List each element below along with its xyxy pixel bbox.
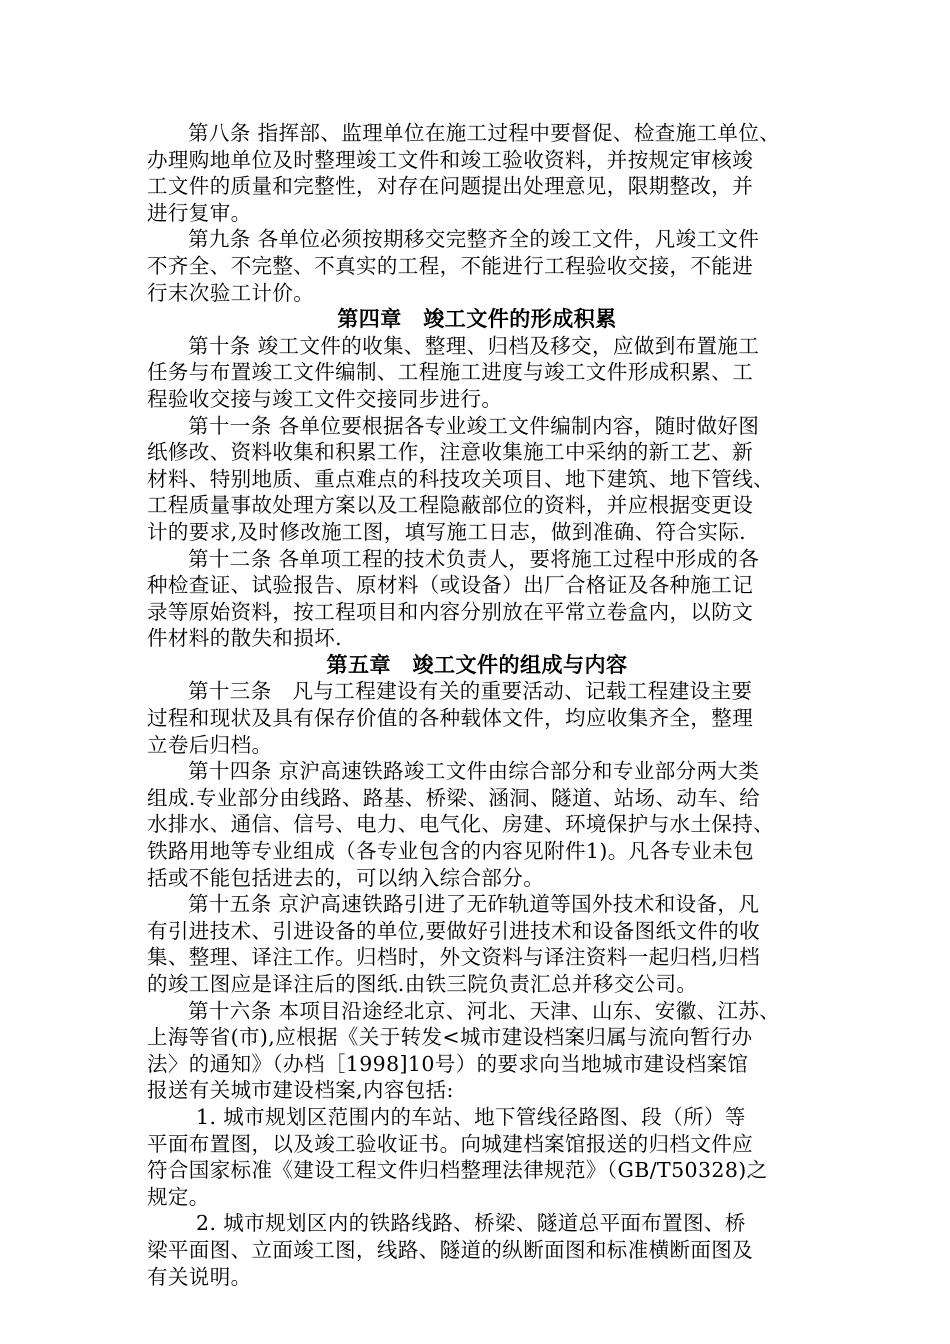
chapter-heading: 第四章 竣工文件的形成积累 (337, 307, 617, 332)
text-line: 录等原始资料，按工程项目和内容分别放在平常立卷盒内，以防文 (147, 599, 754, 624)
text-line: 任务与布置竣工文件编制、工程施工进度与竣工文件形成积累、工 (147, 360, 754, 385)
text-line: 法〉的通知》（办档［1998]10号）的要求向当地城市建设档案馆 (147, 1051, 749, 1076)
text-line: 进行复审。 (147, 200, 252, 225)
text-line: 符合国家标准《建设工程文件归档整理法律规范》（GB/T50328)之 (147, 1158, 768, 1183)
text-line: 第十四条 京沪高速铁路竣工文件由综合部分和专业部分两大类 (188, 759, 760, 784)
text-line: 2. 城市规划区内的铁路线路、桥梁、隧道总平面布置图、桥 (196, 1211, 746, 1236)
text-line: 有关说明。 (147, 1264, 252, 1289)
text-line: 的竣工图应是译注后的图纸.由铁三院负责汇总并移交公司。 (147, 972, 698, 996)
text-line: 不齐全、不完整、不真实的工程，不能进行工程验收交接，不能进 (147, 253, 754, 278)
text-line: 工文件的质量和完整性，对存在问题提出处理意见，限期整改，并 (147, 174, 754, 199)
text-line: 第十六条 本项目沿途经北京、河北、天津、山东、安徽、江苏、 (188, 998, 781, 1023)
text-line: 第九条 各单位必须按期移交完整齐全的竣工文件，凡竣工文件 (188, 227, 760, 252)
text-line: 第十条 竣工文件的收集、整理、归档及移交，应做到布置施工 (188, 333, 760, 358)
text-line: 平面布置图，以及竣工验收证书。向城建档案馆报送的归档文件应 (147, 1131, 754, 1156)
text-line: 第十二条 各单项工程的技术负责人，要将施工过程中形成的各 (188, 546, 760, 571)
text-line: 第十一条 各单位要根据各专业竣工文件编制内容，随时做好图 (188, 413, 760, 438)
text-line: 材料、特别地质、重点难点的科技攻关项目、地下建筑、地下管线、 (147, 466, 774, 491)
text-line: 程验收交接与竣工文件交接同步进行。 (147, 386, 503, 411)
text-line: 办理购地单位及时整理竣工文件和竣工验收资料，并按规定审核竣 (147, 147, 754, 172)
text-line: 上海等省(市),应根据《关于转发<城市建设档案归属与流向暂行办 (147, 1025, 753, 1050)
text-line: 规定。 (147, 1184, 210, 1209)
text-line: 件材料的散失和损坏. (147, 626, 343, 651)
chapter-heading: 第五章 竣工文件的组成与内容 (326, 652, 628, 677)
text-line: 第八条 指挥部、监理单位在施工过程中要督促、检查施工单位、 (188, 121, 781, 145)
text-line: 行末次验工计价。 (147, 280, 315, 305)
text-line: 梁平面图、立面竣工图，线路、隧道的纵断面图和标准横断面图及 (147, 1237, 754, 1262)
text-line: 立卷后归档。 (147, 732, 273, 757)
text-line: 有引进技术、引进设备的单位,要做好引进技术和设备图纸文件的收 (147, 918, 761, 943)
text-line: 报送有关城市建设档案,内容包括: (147, 1078, 454, 1103)
text-line: 纸修改、资料收集和积累工作，注意收集施工中采纳的新工艺、新 (147, 440, 754, 465)
text-line: 组成.专业部分由线路、路基、桥梁、涵洞、隧道、站场、动车、给 (147, 785, 761, 810)
text-line: 第十三条 凡与工程建设有关的重要活动、记载工程建设主要 (188, 679, 753, 704)
document-page (147, 120, 807, 1290)
text-line: 种检查证、试验报告、原材料（或设备）出厂合格证及各种施工记 (147, 573, 754, 598)
text-line: 括或不能包括进去的，可以纳入综合部分。 (147, 865, 545, 890)
text-line: 1. 城市规划区范围内的车站、地下管线径路图、段（所）等 (196, 1104, 746, 1129)
text-line: 铁路用地等专业组成（各专业包含的内容见附件1)。凡各专业未包 (147, 839, 755, 864)
text-line: 第十五条 京沪高速铁路引进了无砟轨道等国外技术和设备，凡 (188, 892, 760, 917)
text-line: 集、整理、译注工作。归档时，外文资料与译注资料一起归档,归档 (147, 945, 761, 970)
text-line: 计的要求,及时修改施工图，填写施工日志，做到准确、符合实际. (147, 519, 747, 544)
text-line: 工程质量事故处理方案以及工程隐蔽部位的资料，并应根据变更设 (147, 493, 754, 518)
text-line: 过程和现状及具有保存价值的各种载体文件，均应收集齐全，整理 (147, 706, 754, 731)
text-line: 水排水、通信、信号、电力、电气化、房建、环境保护与水土保持、 (147, 812, 774, 837)
